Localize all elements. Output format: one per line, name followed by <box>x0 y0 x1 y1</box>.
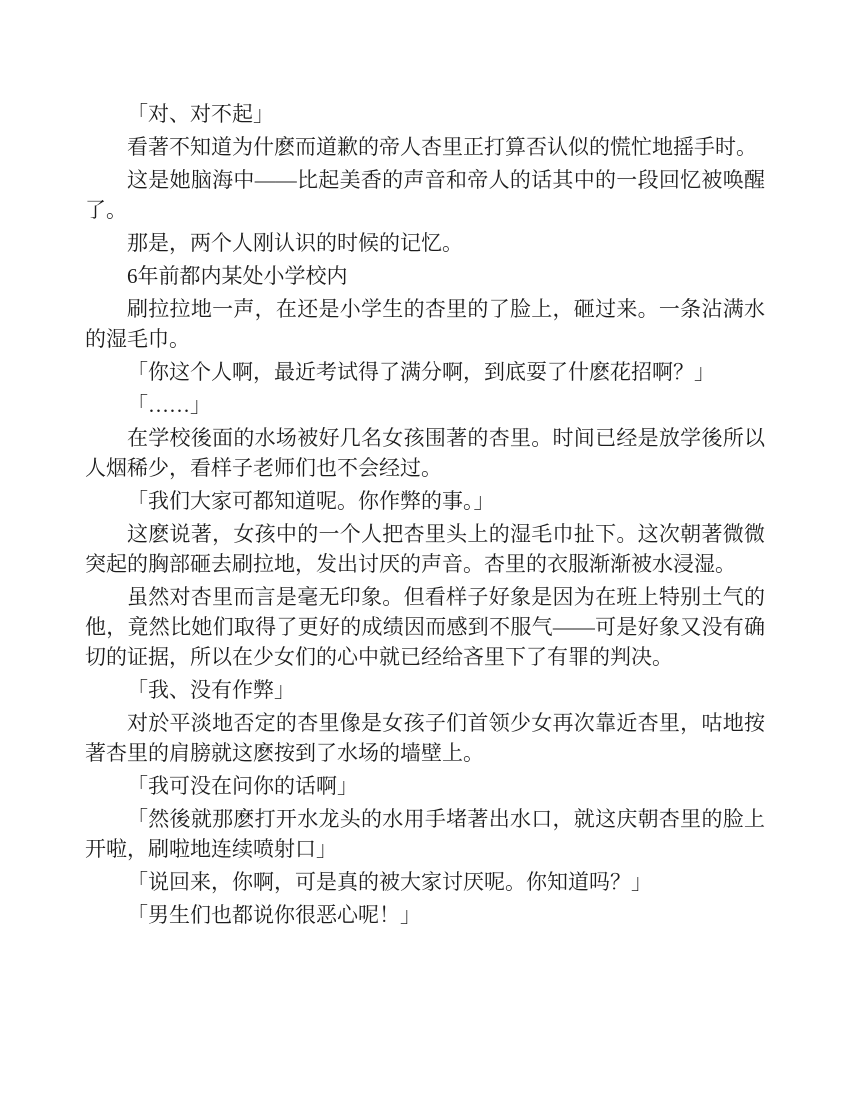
paragraph: 刷拉拉地一声，在还是小学生的杏里的了脸上，砸过来。一条沾满水的湿毛巾。 <box>85 297 765 351</box>
paragraph: 在学校後面的水场被好几名女孩围著的杏里。时间已经是放学後所以人烟稀少，看样子老师们也不会经过。 <box>85 426 765 480</box>
paragraph: 「你这个人啊，最近考试得了满分啊，到底耍了什麽花招啊？」 <box>127 360 715 384</box>
paragraph: 这麽说著，女孩中的一个人把杏里头上的湿毛巾扯下。这次朝著微微突起的胸部砸去刷拉地，发出讨厌的声音。杏里的衣服渐渐被水浸湿。 <box>85 522 765 576</box>
paragraph: 「男生们也都说你很恶心呢！」 <box>127 903 421 927</box>
paragraph: 「我、没有作弊」 <box>127 678 295 702</box>
paragraph: 看著不知道为什麽而道歉的帝人杏里正打算否认似的慌忙地摇手时。 <box>127 135 757 159</box>
paragraph: 这是她脑海中——比起美香的声音和帝人的话其中的一段回忆被唤醒了。 <box>85 168 765 222</box>
paragraph: 6年前都内某处小学校内 <box>127 264 348 288</box>
paragraph: 「我们大家可都知道呢。你作弊的事。」 <box>127 489 495 513</box>
paragraph: 对於平淡地否定的杏里像是女孩子们首领少女再次靠近杏里，咕地按著杏里的肩膀就这麽按到了水场的墙壁上。 <box>85 711 765 765</box>
paragraph: 「我可没在问你的话啊」 <box>127 774 358 798</box>
paragraph: 「说回来，你啊，可是真的被大家讨厌呢。你知道吗？」 <box>127 870 652 894</box>
paragraph: 「对、对不起」 <box>127 102 274 126</box>
paragraph: 那是，两个人刚认识的时候的记忆。 <box>127 231 463 255</box>
paragraph: 「然後就那麽打开水龙头的水用手堵著出水口，就这庆朝杏里的脸上开啦，刷啦地连续喷射口」 <box>85 807 765 861</box>
paragraph: 虽然对杏里而言是毫无印象。但看样子好象是因为在班上特别土气的他，竟然比她们取得了更好的成绩因而感到不服气——可是好象又没有确切的证据，所以在少女们的心中就已经给吝里下了有罪的判决。 <box>85 585 765 669</box>
paragraph: 「……」 <box>127 393 211 417</box>
